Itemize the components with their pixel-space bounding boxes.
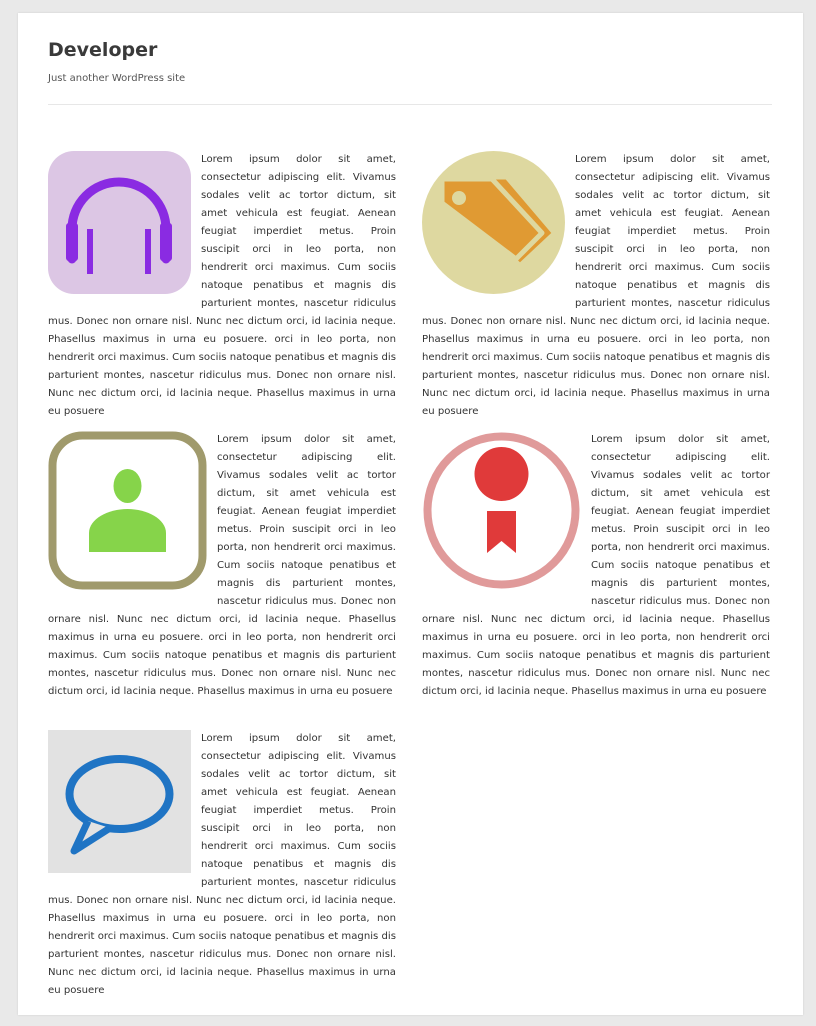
post-excerpt: Lorem ipsum dolor sit amet, consectetur adipiscing elit. Vivamus sodales velit ac tortor dictum, sit amet vehicula est feugiat. Aenean feugiat imperdiet metus. Proin suscipit orci in leo porta, non hendrerit orci maximus. Cum sociis natoque penatibus et magnis dis parturient montes, nascetur ridiculus mus. Donec non ornare nisl. Nunc nec dictum orci, id lacinia neque. Phasellus maximus in urna eu posuere. orci in leo porta, non hendrerit orci maximus. Cum sociis natoque penatibus et magnis dis parturient montes, nascetur ridiculus mus. Donec non ornare nisl. Nunc nec dictum orci, id lacinia neque. Phasellus maximus in urna eu posuere (422, 154, 770, 417)
site-tagline: Just another WordPress site (48, 73, 186, 84)
user-icon (48, 431, 207, 590)
post-excerpt: Lorem ipsum dolor sit amet, consectetur adipiscing elit. Vivamus sodales velit ac tortor dictum, sit amet vehicula est feugiat. Aenean feugiat imperdiet metus. Proin suscipit orci in leo porta, non hendrerit orci maximus. Cum sociis natoque penatibus et magnis dis parturient montes, nascetur ridiculus mus. Donec non ornare nisl. Nunc nec dictum orci, id lacinia neque. Phasellus maximus in urna eu posuere. orci in leo porta, non hendrerit orci maximus. Cum sociis natoque penatibus et magnis dis parturient montes, nascetur ridiculus mus. Donec non ornare nisl. Nunc nec dictum orci, id lacinia neque. Phasellus maximus in urna eu posuere (48, 154, 396, 417)
award-ribbon-icon (422, 431, 581, 590)
post-item (422, 151, 770, 421)
speech-bubble-icon (48, 730, 191, 873)
post-item (48, 730, 396, 1000)
post-excerpt: Lorem ipsum dolor sit amet, consectetur adipiscing elit. Vivamus sodales velit ac tortor dictum, sit amet vehicula est feugiat. Aenean feugiat imperdiet metus. Proin suscipit orci in leo porta, non hendrerit orci maximus. Cum sociis natoque penatibus et magnis dis parturient montes, nascetur ridiculus mus. Donec non ornare nisl. Nunc nec dictum orci, id lacinia neque. Phasellus maximus in urna eu posuere. orci in leo porta, non hendrerit orci maximus. Cum sociis natoque penatibus et magnis dis parturient montes, nascetur ridiculus mus. Donec non ornare nisl. Nunc nec dictum orci, id lacinia neque. Phasellus maximus in urna eu posuere (48, 434, 396, 697)
site-header (48, 37, 772, 105)
post-excerpt: Lorem ipsum dolor sit amet, consectetur adipiscing elit. Vivamus sodales velit ac tortor dictum, sit amet vehicula est feugiat. Aenean feugiat imperdiet metus. Proin suscipit orci in leo porta, non hendrerit orci maximus. Cum sociis natoque penatibus et magnis dis parturient montes, nascetur ridiculus mus. Donec non ornare nisl. Nunc nec dictum orci, id lacinia neque. Phasellus maximus in urna eu posuere. orci in leo porta, non hendrerit orci maximus. Cum sociis natoque penatibus et magnis dis parturient montes, nascetur ridiculus mus. Donec non ornare nisl. Nunc nec dictum orci, id lacinia neque. Phasellus maximus in urna eu posuere (48, 733, 396, 996)
headphones-icon (48, 151, 191, 294)
post-item (48, 431, 396, 701)
price-tag-icon (422, 151, 565, 294)
post-thumbnail[interactable] (48, 151, 191, 294)
post-thumbnail[interactable] (422, 151, 565, 294)
post-item (422, 431, 770, 701)
post-thumbnail[interactable] (48, 431, 207, 590)
post-item (48, 151, 396, 421)
page (18, 13, 803, 1015)
post-thumbnail[interactable] (422, 431, 581, 590)
site-title[interactable]: Developer (48, 39, 158, 61)
post-thumbnail[interactable] (48, 730, 191, 873)
post-excerpt: Lorem ipsum dolor sit amet, consectetur adipiscing elit. Vivamus sodales velit ac tortor dictum, sit amet vehicula est feugiat. Aenean feugiat imperdiet metus. Proin suscipit orci in leo porta, non hendrerit orci maximus. Cum sociis natoque penatibus et magnis dis parturient montes, nascetur ridiculus mus. Donec non ornare nisl. Nunc nec dictum orci, id lacinia neque. Phasellus maximus in urna eu posuere. orci in leo porta, non hendrerit orci maximus. Cum sociis natoque penatibus et magnis dis parturient montes, nascetur ridiculus mus. Donec non ornare nisl. Nunc nec dictum orci, id lacinia neque. Phasellus maximus in urna eu posuere (422, 434, 770, 697)
